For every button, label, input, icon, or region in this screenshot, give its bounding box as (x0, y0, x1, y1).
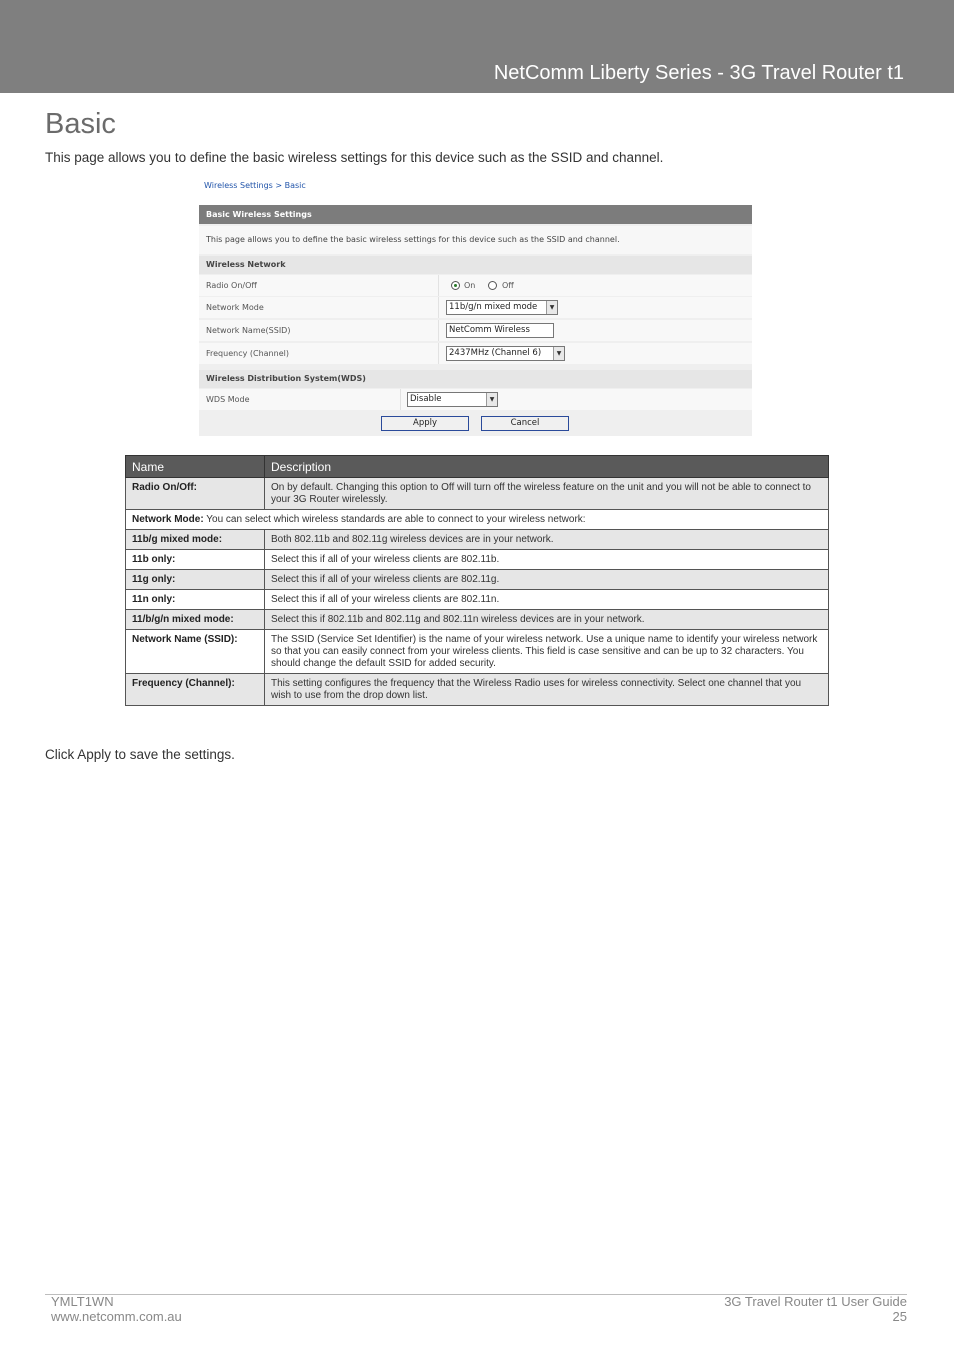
wds-mode-value: Disable (410, 394, 442, 404)
panel-title: Basic Wireless Settings (199, 205, 752, 224)
wds-mode-row (199, 389, 752, 410)
table-row (126, 510, 829, 530)
frequency-value: 2437MHz (Channel 6) (449, 348, 542, 358)
table-row (126, 674, 829, 706)
table-row (126, 610, 829, 630)
network-mode-row (199, 297, 752, 318)
row-name: Frequency (Channel): (126, 674, 265, 706)
chevron-down-icon[interactable]: ▼ (486, 393, 497, 406)
ssid-input[interactable]: NetComm Wireless (446, 323, 554, 338)
table-header-row (126, 456, 829, 478)
table-row (126, 530, 829, 550)
router-settings-screenshot (199, 178, 752, 436)
footer-website[interactable]: www.netcomm.com.au (51, 1309, 182, 1324)
basic-wireless-panel (199, 205, 752, 436)
panel-description: This page allows you to define the basic wireless settings for this device such as the SSID and channel. (199, 226, 752, 254)
row-description: Select this if all of your wireless clients are 802.11n. (265, 590, 829, 610)
row-description: This setting configures the frequency that the Wireless Radio uses for wireless connectivity. Select one channel that you wish to use from the drop down list. (265, 674, 829, 706)
radio-off-button[interactable] (488, 281, 497, 290)
network-mode-intro (126, 510, 829, 530)
apply-button[interactable]: Apply (381, 416, 469, 431)
radio-row (199, 275, 752, 296)
wds-mode-select[interactable] (407, 392, 498, 407)
wds-heading: Wireless Distribution System(WDS) (199, 370, 752, 388)
ssid-label: Network Name(SSID) (206, 326, 291, 335)
table-row (126, 630, 829, 674)
footer-page-number: 25 (892, 1309, 907, 1324)
chevron-down-icon[interactable]: ▼ (546, 301, 557, 314)
breadcrumb[interactable]: Wireless Settings > Basic (204, 181, 306, 190)
row-description: You can select which wireless standards are able to connect to your wireless network: (206, 514, 586, 525)
column-header-description: Description (265, 456, 829, 478)
frequency-select[interactable] (446, 346, 565, 361)
row-description: Select this if all of your wireless clients are 802.11g. (265, 570, 829, 590)
row-description: Select this if all of your wireless clients are 802.11b. (265, 550, 829, 570)
footer-guide-title: 3G Travel Router t1 User Guide (724, 1294, 907, 1309)
radio-on-button[interactable] (451, 281, 460, 290)
footer-model: YMLT1WN (51, 1294, 114, 1309)
column-header-name: Name (126, 456, 265, 478)
row-name: Network Mode: (132, 514, 204, 525)
row-divider (438, 343, 439, 364)
row-name: 11g only: (126, 570, 265, 590)
row-divider (438, 297, 439, 318)
intro-paragraph: This page allows you to define the basic wireless settings for this device such as the SSID and channel. (45, 150, 664, 165)
row-name: 11b only: (126, 550, 265, 570)
ssid-row (199, 320, 752, 341)
chevron-down-icon[interactable]: ▼ (553, 347, 564, 360)
table-row (126, 478, 829, 510)
row-name: 11b/g mixed mode: (126, 530, 265, 550)
cancel-button[interactable]: Cancel (481, 416, 569, 431)
network-mode-label: Network Mode (206, 303, 264, 312)
table-row (126, 570, 829, 590)
table-row (126, 550, 829, 570)
radio-off-label: Off (502, 281, 514, 290)
header-title: NetComm Liberty Series - 3G Travel Router t1 (493, 62, 904, 84)
network-mode-value: 11b/g/n mixed mode (449, 302, 538, 312)
row-divider (438, 320, 439, 341)
row-description: Both 802.11b and 802.11g wireless devices are in your network. (265, 530, 829, 550)
frequency-row (199, 343, 752, 364)
row-name: Radio On/Off: (126, 478, 265, 510)
row-divider (400, 389, 401, 410)
radio-label: Radio On/Off (206, 281, 257, 290)
radio-on-label: On (464, 281, 476, 290)
frequency-label: Frequency (Channel) (206, 349, 289, 358)
wireless-network-heading: Wireless Network (199, 256, 752, 274)
row-description: The SSID (Service Set Identifier) is the name of your wireless network. Use a unique name to identify your wireless network so that you can easily connect from your wireless clients. This field is case sensitive and can be up to 32 characters. You should change the default SSID for added security. (265, 630, 829, 674)
page-heading: Basic (45, 108, 116, 140)
row-description: Select this if 802.11b and 802.11g and 802.11n wireless devices are in your network. (265, 610, 829, 630)
row-description: On by default. Changing this option to Off will turn off the wireless feature on the unit and you will not be able to connect to your 3G Router wirelessly. (265, 478, 829, 510)
row-name: 11n only: (126, 590, 265, 610)
row-divider (438, 275, 439, 296)
row-name: Network Name (SSID): (126, 630, 265, 674)
network-mode-select[interactable] (446, 300, 558, 315)
table-row (126, 590, 829, 610)
settings-description-table (125, 455, 829, 706)
wds-mode-label: WDS Mode (206, 395, 250, 404)
closing-paragraph: Click Apply to save the settings. (45, 747, 235, 762)
row-name: 11/b/g/n mixed mode: (126, 610, 265, 630)
